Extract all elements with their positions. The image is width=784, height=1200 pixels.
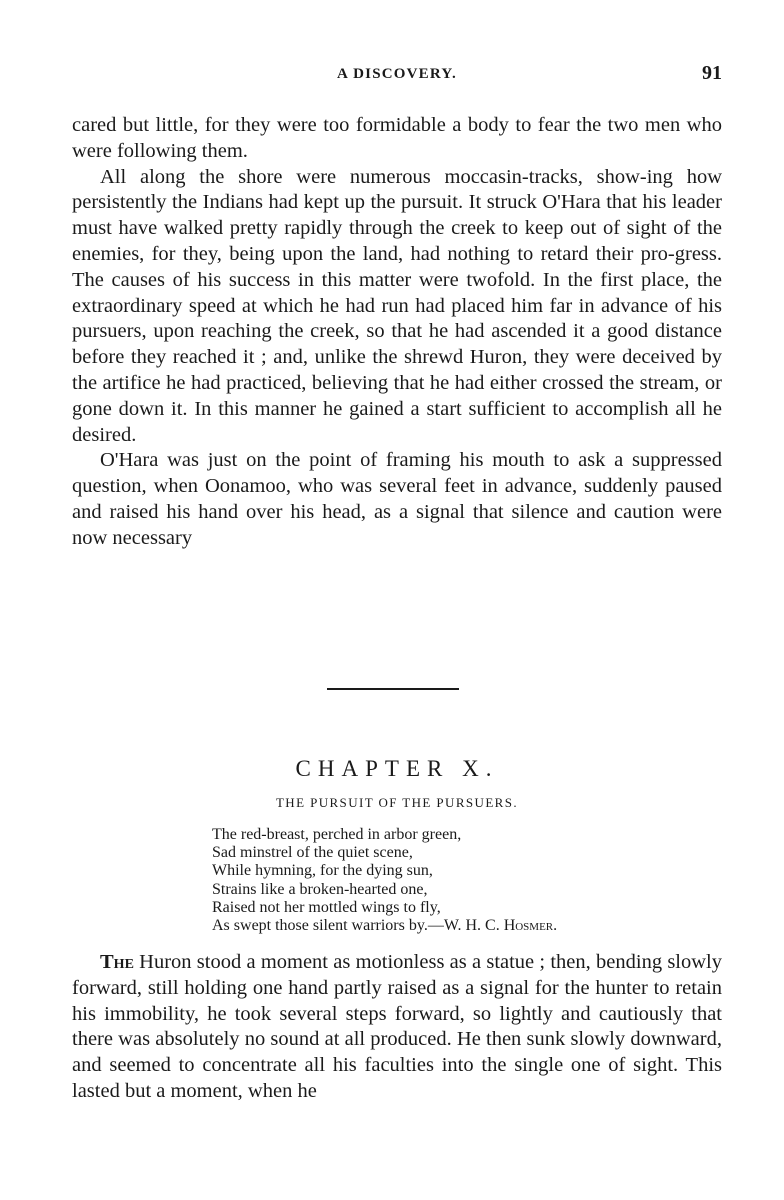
running-head: [72, 62, 722, 88]
section-divider: [327, 688, 459, 690]
epigraph-line-final: [212, 917, 727, 935]
paragraph-huron-text: Huron stood a moment as motionless as a statue ; then, bending slowly forward, still holding one hand partly raised as a signal for the hunter to retain his immobility, he took several steps forward, so lightly and cautiously that there was absolutely no sound at all produced. He then sunk slowly downward, and seemed to concentrate all his faculties into the single one of sight. This lasted but a moment, when he: [72, 951, 722, 1102]
epigraph-attribution: W. H. C. Hosmer.: [443, 917, 558, 935]
epigraph-line: The red-breast, perched in arbor green,: [212, 826, 462, 843]
paragraph-signal: O'Hara was just on the point of framing his mouth to ask a suppressed question, when Oonamoo, who was several feet in advance, suddenly paused and raised his hand over his head, as a signal that silence and caution were now necessary: [72, 449, 722, 549]
paragraph-continuation: cared but little, for they were too formidable a body to fear the two men who were following them.: [72, 114, 722, 162]
opening-word: The: [100, 951, 134, 973]
paragraph-moccasin-tracks: All along the shore were numerous moccasin-tracks, show-ing how persistently the Indians had kept up the pursuit. It struck O'Hara that his leader must have walked pretty rapidly through the creek to keep out of sight of the enemies, for they, being upon the land, had nothing to retard their pro-gress. The causes of his success in this matter were twofold. In the first place, the extraordinary speed at which he had run had placed him far in advance of his pursuers, upon reaching the creek, so that he had ascended it a good distance before they reached it ; and, unlike the shrewd Huron, they were deceived by the artifice he had practiced, believing that he had either crossed the stream, or gone down it. In this manner he gained a start sufficient to accomplish all he desired.: [72, 165, 722, 446]
paragraph-huron: [72, 950, 722, 1105]
chapter-x-opening: [72, 950, 722, 1105]
epigraph-line: While hymning, for the dying sun,: [212, 862, 433, 880]
chapter-subtitle: THE PURSUIT OF THE PURSUERS.: [275, 795, 519, 810]
page-number: 91: [702, 62, 722, 84]
chapter-ix-ending: [72, 113, 722, 552]
epigraph: [212, 826, 727, 935]
epigraph-line: As swept those silent warriors by.—: [212, 917, 444, 935]
chapter-title: CHAPTER X.: [295, 756, 499, 781]
epigraph-line: Strains like a broken-hearted one,: [212, 880, 428, 898]
epigraph-line: Sad minstrel of the quiet scene,: [212, 844, 413, 862]
running-title: A DISCOVERY.: [336, 66, 457, 82]
epigraph-line: Raised not her mottled wings to fly,: [212, 898, 441, 916]
